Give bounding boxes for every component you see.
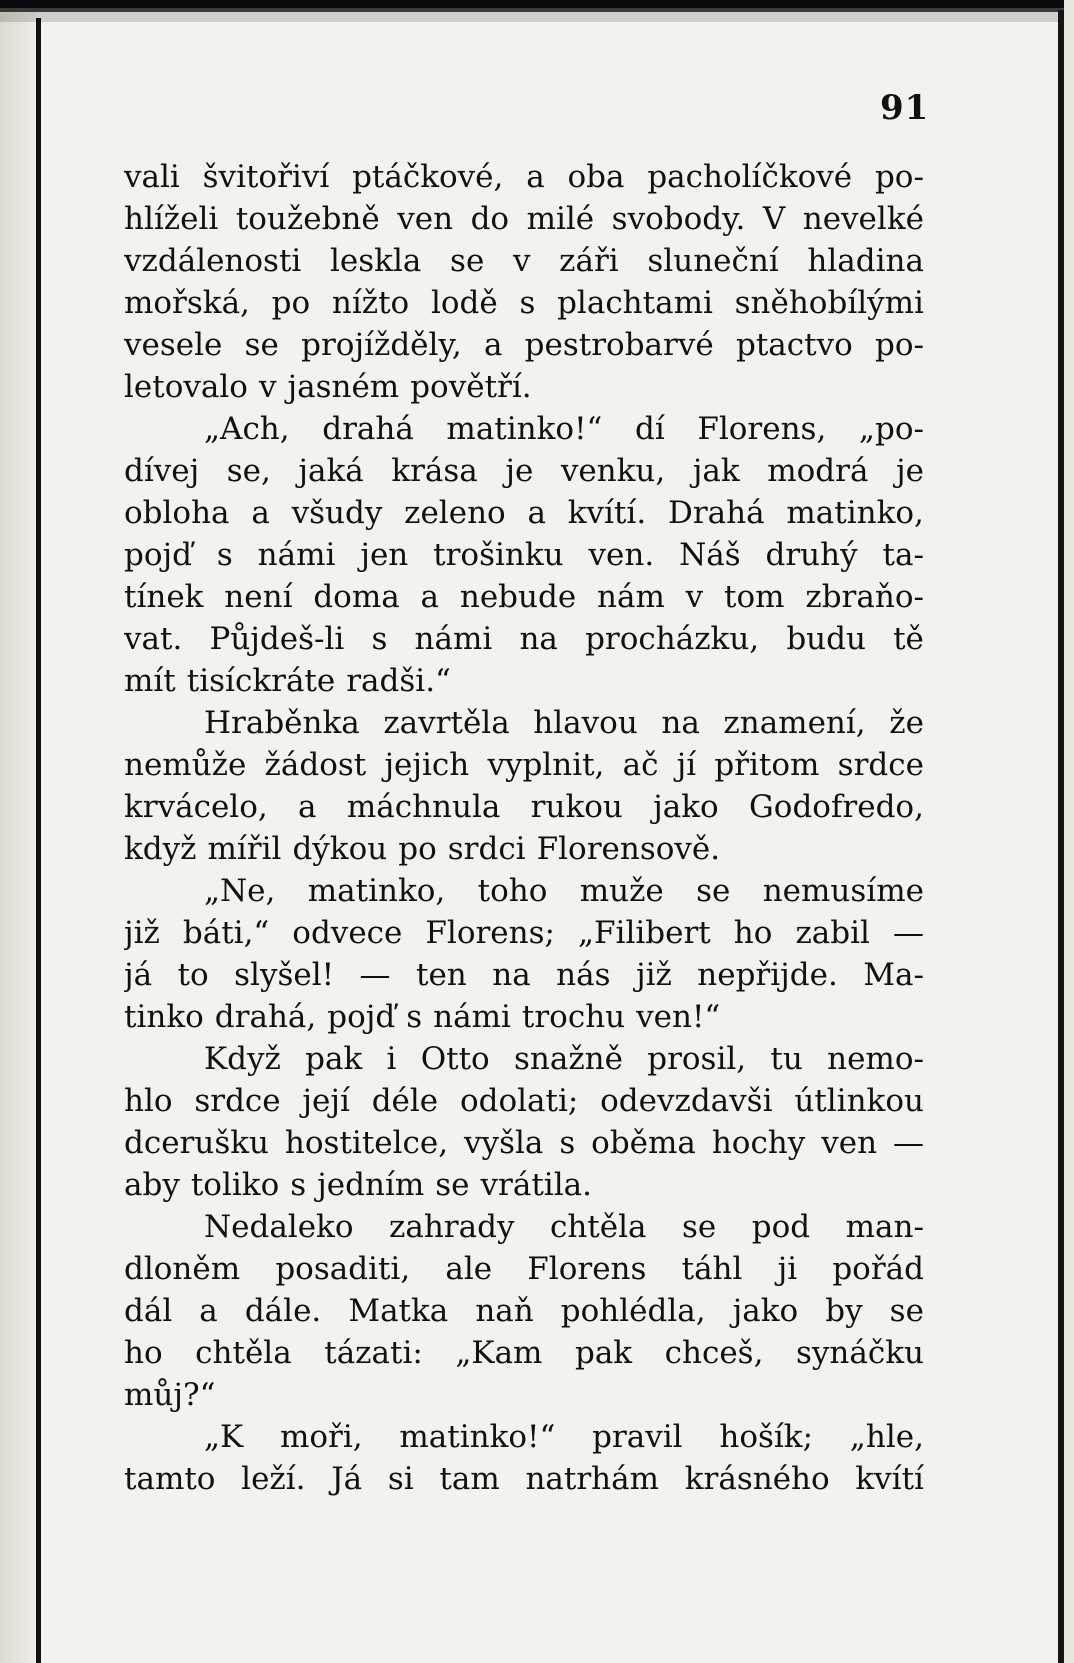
word: po- [875, 327, 924, 363]
word: leskla [330, 243, 422, 279]
word: pod [751, 1209, 811, 1245]
word: mořská, [124, 285, 250, 321]
word: man- [845, 1209, 924, 1245]
word: kvítí [855, 1461, 924, 1497]
word: se [435, 1167, 470, 1203]
word: s [519, 285, 536, 321]
text-line [124, 1122, 924, 1164]
word: švitořiví [202, 159, 330, 195]
text-line [124, 156, 924, 198]
text-line [124, 1038, 924, 1080]
word: radši.“ [346, 663, 451, 699]
word: hlavou [533, 705, 638, 741]
word: pohlédla, [560, 1293, 706, 1329]
word: pestrobarvé [524, 327, 714, 363]
word: a [251, 495, 270, 531]
text-line [124, 1080, 924, 1122]
word: toužebně [235, 201, 380, 237]
word: nemůže [124, 747, 247, 783]
word: dí [634, 411, 665, 447]
word: ale [445, 1251, 493, 1287]
text-line [124, 1248, 924, 1290]
word: nebude [459, 579, 577, 615]
word: povětří. [410, 369, 532, 405]
word: déle [371, 1083, 439, 1119]
text-line [124, 786, 924, 828]
word: obloha [124, 495, 230, 531]
text-line [124, 996, 924, 1038]
word: matinko, [786, 495, 924, 531]
text-line [124, 1206, 924, 1248]
word: krása [391, 453, 478, 489]
word: slyšel! [234, 957, 335, 993]
word: v [512, 243, 531, 279]
word: Florensově. [536, 831, 721, 867]
word: chceš, [664, 1335, 764, 1371]
word: její [302, 1083, 350, 1119]
word: chtěla [549, 1209, 647, 1245]
word: ven!“ [636, 999, 721, 1035]
word: procházku, [585, 621, 760, 657]
word: rukou [530, 789, 623, 825]
word: hlíželi [124, 201, 219, 237]
word: Ma- [863, 957, 924, 993]
text-line [124, 282, 924, 324]
word: vrátila. [480, 1167, 592, 1203]
word: toho [477, 873, 548, 909]
scan-left-edge [36, 18, 41, 1663]
word: tamto [124, 1461, 216, 1497]
word: modrá [767, 453, 869, 489]
text-line [124, 492, 924, 534]
word: již [635, 957, 672, 993]
word: to [177, 957, 209, 993]
word: můj?“ [124, 1377, 216, 1413]
word: a [527, 495, 546, 531]
word: jasném [287, 369, 400, 405]
word: že [889, 705, 924, 741]
text-line [124, 870, 924, 912]
word: nepřijde. [697, 957, 838, 993]
word: trošinku [433, 537, 564, 573]
word: milé [526, 201, 595, 237]
word: máchnula [346, 789, 501, 825]
word: není [224, 579, 293, 615]
text-line [124, 702, 924, 744]
word: hladina [807, 243, 924, 279]
word: Florens, [697, 411, 827, 447]
word: — [892, 1125, 924, 1161]
text-line [124, 1374, 924, 1416]
word: pravil [592, 1419, 683, 1455]
word: jen [360, 537, 409, 573]
word: a [298, 789, 317, 825]
text-line [124, 408, 924, 450]
word: chtěla [195, 1335, 292, 1371]
word: tázati: [324, 1335, 423, 1371]
word: a [420, 579, 440, 615]
word: báti,“ [182, 915, 270, 951]
word: nemo- [827, 1041, 924, 1077]
text-line [124, 912, 924, 954]
word: já [124, 957, 153, 993]
word: všudy [291, 495, 383, 531]
word: V [762, 201, 786, 237]
text-line [124, 618, 924, 660]
word: doma [313, 579, 400, 615]
word: v [685, 579, 704, 615]
word: se, [226, 453, 271, 489]
word: pacholíčkové [647, 159, 853, 195]
word: ji [777, 1251, 798, 1287]
word: drahá [322, 411, 414, 447]
word: matinko, [307, 873, 446, 909]
word: pojď [327, 999, 396, 1035]
scan-right-margin [1064, 0, 1074, 1663]
word: přitom [714, 747, 820, 783]
word: jako [653, 789, 719, 825]
word: na [519, 621, 558, 657]
word: se [450, 243, 485, 279]
word: srdci [447, 831, 526, 867]
word: snažně [513, 1041, 623, 1077]
word: jí [676, 747, 697, 783]
word: tam [439, 1461, 500, 1497]
word: dále. [244, 1293, 322, 1329]
word: se [696, 873, 731, 909]
word: Florens; [425, 915, 555, 951]
word: dloněm [124, 1251, 241, 1287]
word: když [124, 831, 197, 867]
text-line [124, 240, 924, 282]
body-text [124, 156, 924, 1500]
word: s [559, 1125, 576, 1161]
word: sněhobílými [734, 285, 924, 321]
word: ptáčkové, [352, 159, 504, 195]
word: vyplnit, [487, 747, 605, 783]
text-line [124, 534, 924, 576]
text-line [124, 1164, 924, 1206]
word: — [359, 957, 391, 993]
word: zahrady [389, 1209, 515, 1245]
word: Otto [420, 1041, 490, 1077]
word: odevzdavši [600, 1083, 773, 1119]
word: srdce [837, 747, 924, 783]
word: nemusíme [762, 873, 924, 909]
word: žádost [264, 747, 367, 783]
word: letovalo [124, 369, 248, 405]
word: Půjdeš-li [209, 621, 345, 657]
word: na [661, 705, 700, 741]
word: se [889, 1293, 924, 1329]
word: kvítí. [567, 495, 647, 531]
word: vesele [124, 327, 223, 363]
word: natrhám [525, 1461, 660, 1497]
word: projížděly, [301, 327, 462, 363]
word: ven. [588, 537, 655, 573]
word: mířil [207, 831, 282, 867]
word: krásného [684, 1461, 830, 1497]
text-line [124, 660, 924, 702]
word: tinko [124, 999, 204, 1035]
word: hošík; [719, 1419, 814, 1455]
word: zbraňo- [805, 579, 924, 615]
word: pořád [832, 1251, 924, 1287]
word: Já [331, 1461, 363, 1497]
word: i [386, 1041, 397, 1077]
word: oběma [591, 1125, 696, 1161]
word: ač [622, 747, 659, 783]
word: tu [770, 1041, 803, 1077]
word: synáčku [795, 1335, 924, 1371]
word: matinko!“ [399, 1419, 556, 1455]
word: hlo [124, 1083, 173, 1119]
page-number: 91 [880, 88, 930, 128]
word: již [124, 915, 160, 951]
text-line [124, 1458, 924, 1500]
word: se [244, 327, 279, 363]
word: krvácelo, [124, 789, 268, 825]
word: jaká [298, 453, 364, 489]
word: Hraběnka [204, 705, 360, 741]
text-line [124, 744, 924, 786]
word: drahá, [214, 999, 317, 1035]
word: lodě [430, 285, 498, 321]
word: moři, [279, 1419, 363, 1455]
word: ta- [882, 537, 924, 573]
text-line [124, 1416, 924, 1458]
word: tě [893, 621, 924, 657]
word: do [470, 201, 510, 237]
word: — [892, 915, 924, 951]
word: hochy [711, 1125, 806, 1161]
word: ven [397, 201, 454, 237]
word: nevelké [802, 201, 924, 237]
word: tínek [124, 579, 204, 615]
word: je [895, 453, 924, 489]
word: jejich [384, 747, 470, 783]
word: po- [874, 159, 924, 195]
word: zabil [795, 915, 870, 951]
word: pak [305, 1041, 363, 1077]
text-line [124, 366, 924, 408]
word: a [526, 159, 545, 195]
word: prosil, [647, 1041, 747, 1077]
word: srdce [194, 1083, 281, 1119]
word: nás [556, 957, 611, 993]
word: s [406, 999, 423, 1035]
word: vzdálenosti [124, 243, 302, 279]
word: „hle, [849, 1419, 924, 1455]
word: nížto [331, 285, 410, 321]
text-line [124, 324, 924, 366]
word: útlinkou [794, 1083, 924, 1119]
word: zeleno [404, 495, 506, 531]
word: znamení, [723, 705, 866, 741]
word: ho [733, 915, 773, 951]
word: se [682, 1209, 717, 1245]
word: a [199, 1293, 218, 1329]
word: námi [414, 621, 493, 657]
word: sluneční [647, 243, 779, 279]
word: ven [821, 1125, 878, 1161]
text-line [124, 828, 924, 870]
word: dál [124, 1293, 173, 1329]
word: a [483, 327, 503, 363]
word: mít [124, 663, 176, 699]
text-line [124, 450, 924, 492]
word: pojď [124, 537, 192, 573]
word: „Ne, [204, 873, 276, 909]
word: odvece [292, 915, 403, 951]
word: plachtami [557, 285, 713, 321]
word: leží. [241, 1461, 306, 1497]
word: je [505, 453, 534, 489]
word: druhý [765, 537, 858, 573]
word: trochu [521, 999, 626, 1035]
word: s [216, 537, 233, 573]
word: budu [786, 621, 866, 657]
text-line [124, 954, 924, 996]
word: venku, [560, 453, 666, 489]
word: nám [597, 579, 665, 615]
word: táhl [681, 1251, 743, 1287]
word: „po- [858, 411, 924, 447]
word: námi [433, 999, 511, 1035]
word: tom [724, 579, 785, 615]
word: s [371, 621, 388, 657]
word: aby [124, 1167, 180, 1203]
word: posaditi, [275, 1251, 411, 1287]
word: jak [692, 453, 740, 489]
text-line [124, 1290, 924, 1332]
word: oba [567, 159, 625, 195]
word: „K [204, 1419, 244, 1455]
word: po [271, 285, 311, 321]
word: Nedaleko [204, 1209, 354, 1245]
word: ho [124, 1335, 163, 1371]
word: by [825, 1293, 863, 1329]
word: vat. [124, 621, 183, 657]
word: dcerušku [124, 1125, 269, 1161]
word: muže [579, 873, 664, 909]
word: zavrtěla [383, 705, 510, 741]
text-line [124, 576, 924, 618]
word: matinko!“ [446, 411, 603, 447]
word: dívej [124, 453, 200, 489]
word: naň [475, 1293, 534, 1329]
word: Náš [679, 537, 741, 573]
page-gutter-shadow [0, 0, 36, 1663]
word: Florens [527, 1251, 647, 1287]
word: odolati; [459, 1083, 579, 1119]
word: dýkou [292, 831, 388, 867]
word: záři [559, 243, 619, 279]
word: Matka [348, 1293, 449, 1329]
word: „Ach, [204, 411, 290, 447]
word: vali [124, 159, 180, 195]
word: Godofredo, [749, 789, 924, 825]
word: si [387, 1461, 414, 1497]
text-line [124, 198, 924, 240]
word: „Filibert [577, 915, 711, 951]
word: po [398, 831, 437, 867]
word: ten [416, 957, 467, 993]
word: pak [574, 1335, 633, 1371]
word: vyšla [464, 1125, 544, 1161]
word: jedním [317, 1167, 425, 1203]
word: hostitelce, [284, 1125, 449, 1161]
word: svobody. [611, 201, 746, 237]
word: Když [204, 1041, 281, 1077]
word: s [290, 1167, 307, 1203]
word: v [258, 369, 277, 405]
word: ptactvo [735, 327, 853, 363]
word: tisíckráte [186, 663, 336, 699]
word: jako [732, 1293, 799, 1329]
word: na [492, 957, 531, 993]
word: námi [257, 537, 336, 573]
word: „Kam [455, 1335, 543, 1371]
text-line [124, 1332, 924, 1374]
scan-top-edge [0, 0, 1074, 22]
word: Drahá [667, 495, 765, 531]
word: toliko [190, 1167, 280, 1203]
